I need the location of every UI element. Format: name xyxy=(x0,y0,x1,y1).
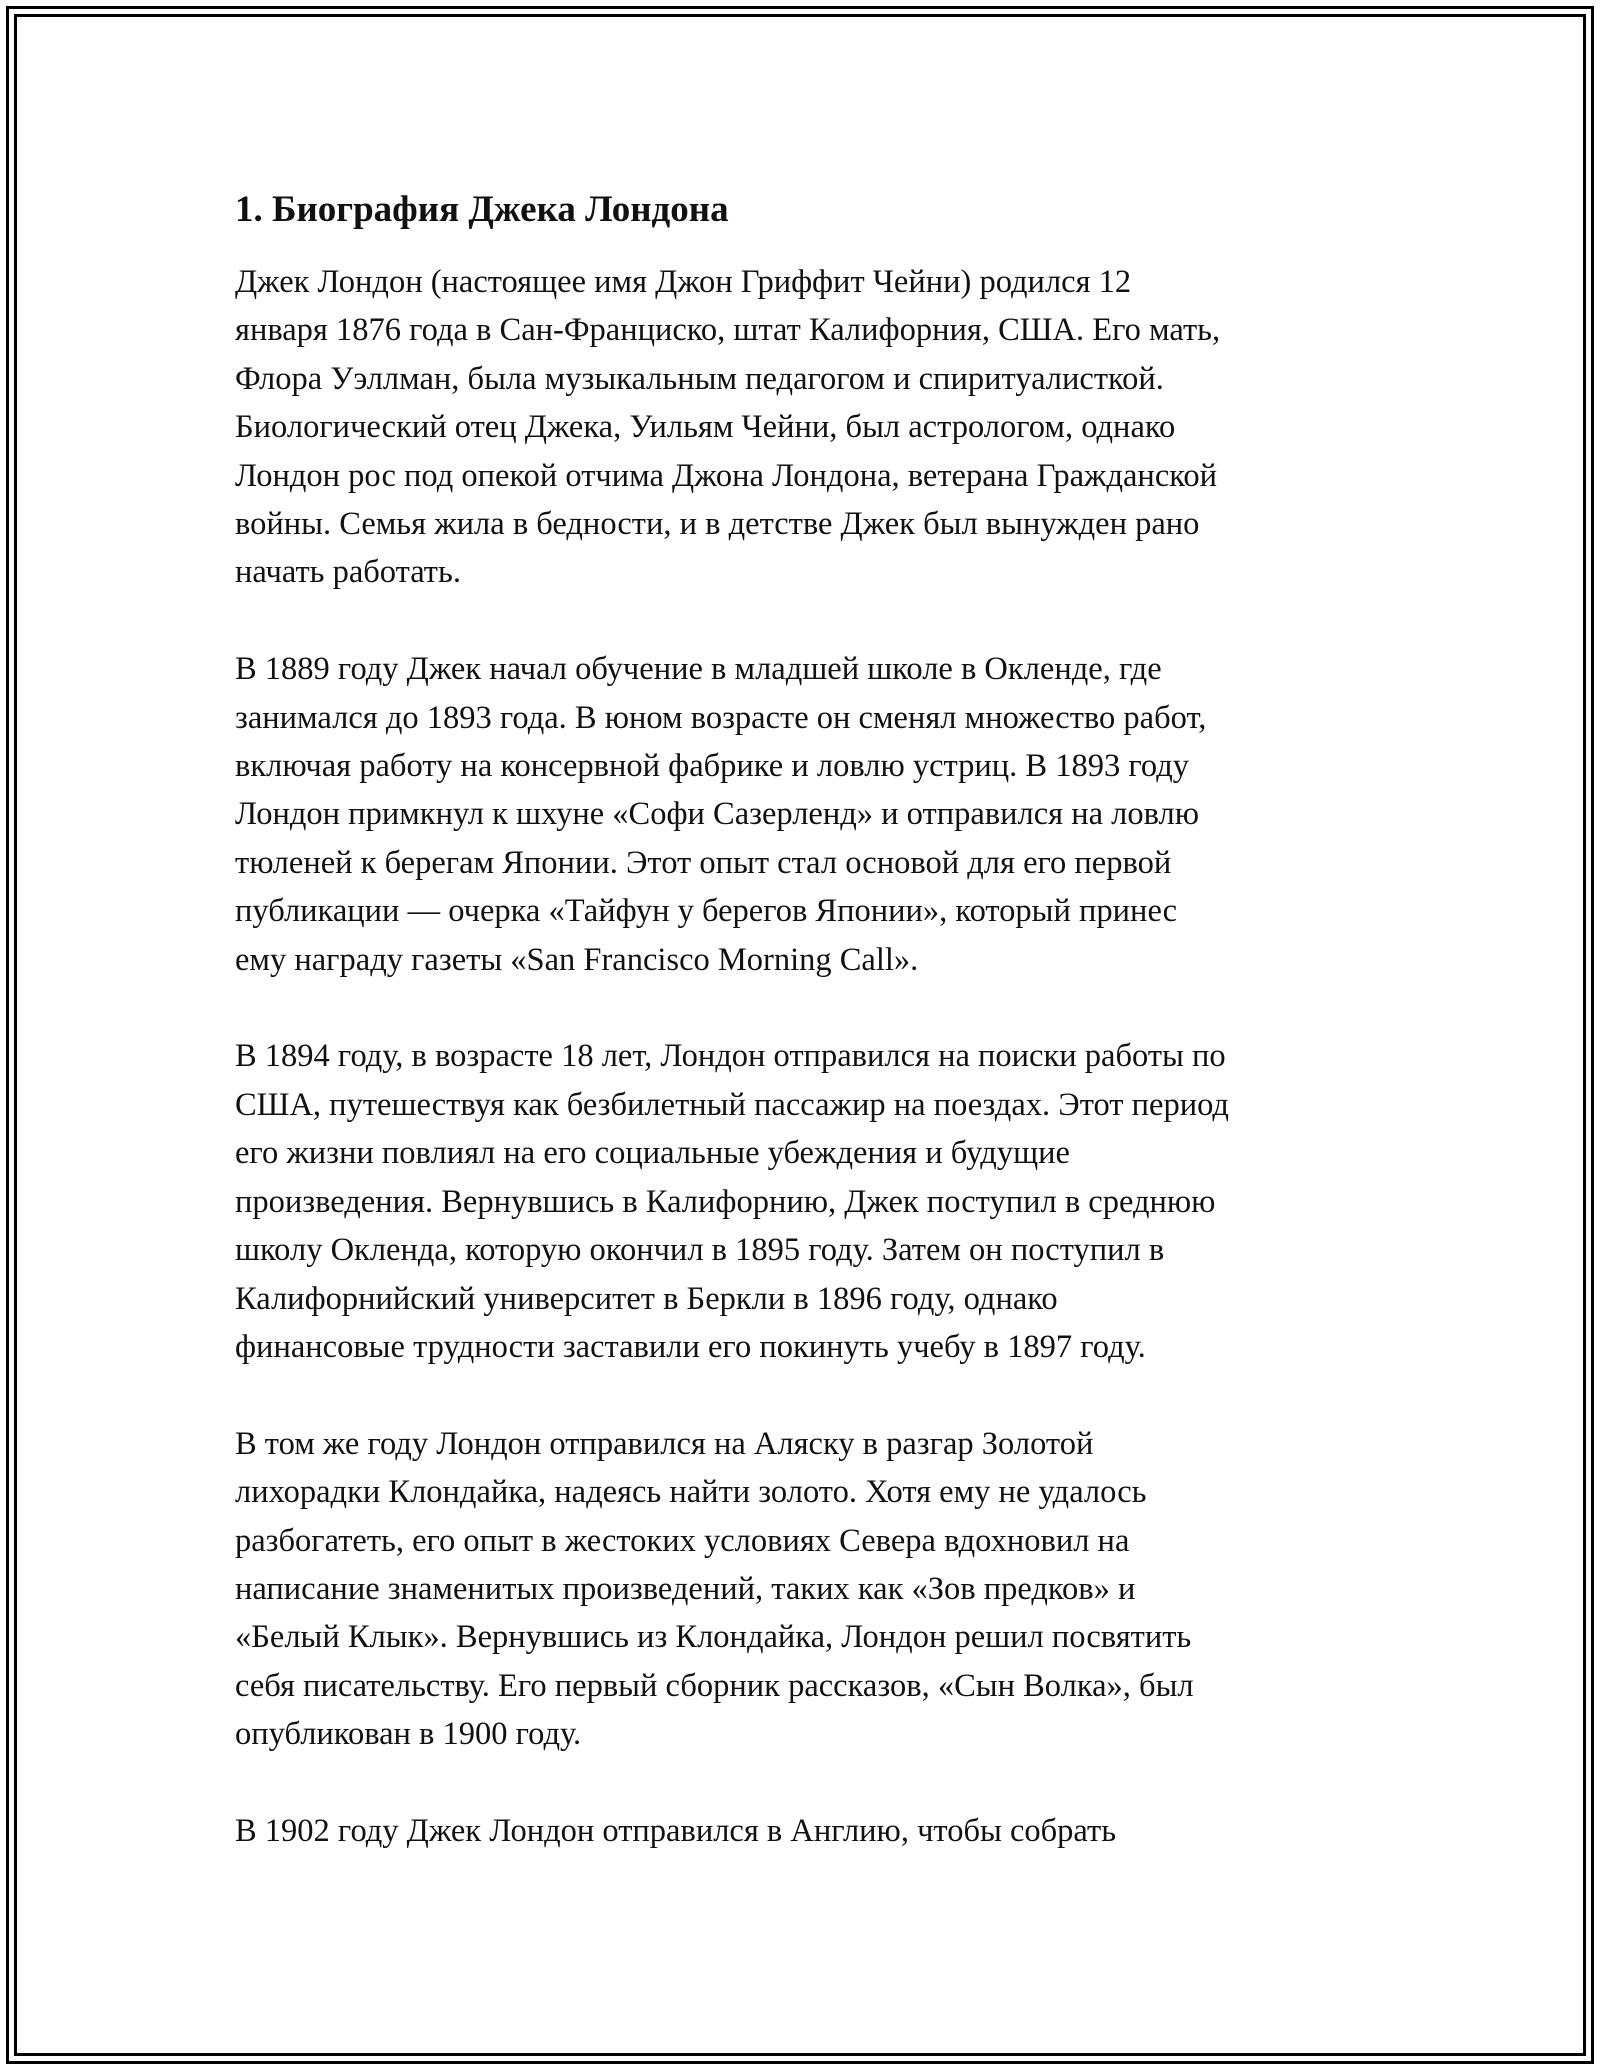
paragraph-education: В 1894 году, в возрасте 18 лет, Лондон отправился на поиски работы по США, путешествуя как безбилетный пассажир на поездах. Этот период его жизни повлиял на его социальные убеждения и будущие произведения. Вернувшись в Калифорнию, Джек поступил в среднюю школу Окленда, которую окончил в 1895 году. Затем он поступил в Калифорнийский университет в Беркли в 1896 году, однако финансовые трудности заставили его покинуть учебу в 1897 году. xyxy=(235,1038,1229,1365)
paragraph-early-work: В 1889 году Джек начал обучение в младшей школе в Окленде, где занимался до 1893 года. В юном возрасте он сменял множество работ, включая работу на консервной фабрике и ловлю устриц. В 1893 году Лондон примкнул к шхуне «Софи Сазерленд» и отправился на ловлю тюленей к берегам Японии. Этот опыт стал основой для его первой публикации — очерка «Тайфун у берегов Японии», который принес ему награду газеты «San Francisco Morning Call». xyxy=(235,651,1207,978)
paragraph-klondike: В том же году Лондон отправился на Аляску в разгар Золотой лихорадки Клондайка, надеясь найти золото. Хотя ему не удалось разбогатеть, его опыт в жестоких условиях Севера вдохновил на написание знаменитых произведений, таких как «Зов предков» и «Белый Клык». Вернувшись из Клондайка, Лондон решил посвятить себя писательству. Его первый сборник рассказов, «Сын Волка», был опубликован в 1900 году. xyxy=(235,1425,1194,1753)
paragraph-childhood: Джек Лондон (настоящее имя Джон Гриффит Чейни) родился 12 января 1876 года в Сан-Франциско, штат Калифорния, США. Его мать, Флора Уэллман, была музыкальным педагогом и спиритуалисткой. Биологический отец Джека, Уильям Чейни, был астрологом, однако Лондон рос под опекой отчима Джона Лондона, ветерана Гражданской войны. Семья жила в бедности, и в детстве Джек был вынужден рано начать работать. xyxy=(235,264,1221,591)
paragraph-england: В 1902 году Джек Лондон отправился в Англию, чтобы собрать xyxy=(235,1812,1117,1849)
document-body xyxy=(235,186,1365,1904)
section-heading: 1. Биография Джека Лондона xyxy=(235,189,729,230)
